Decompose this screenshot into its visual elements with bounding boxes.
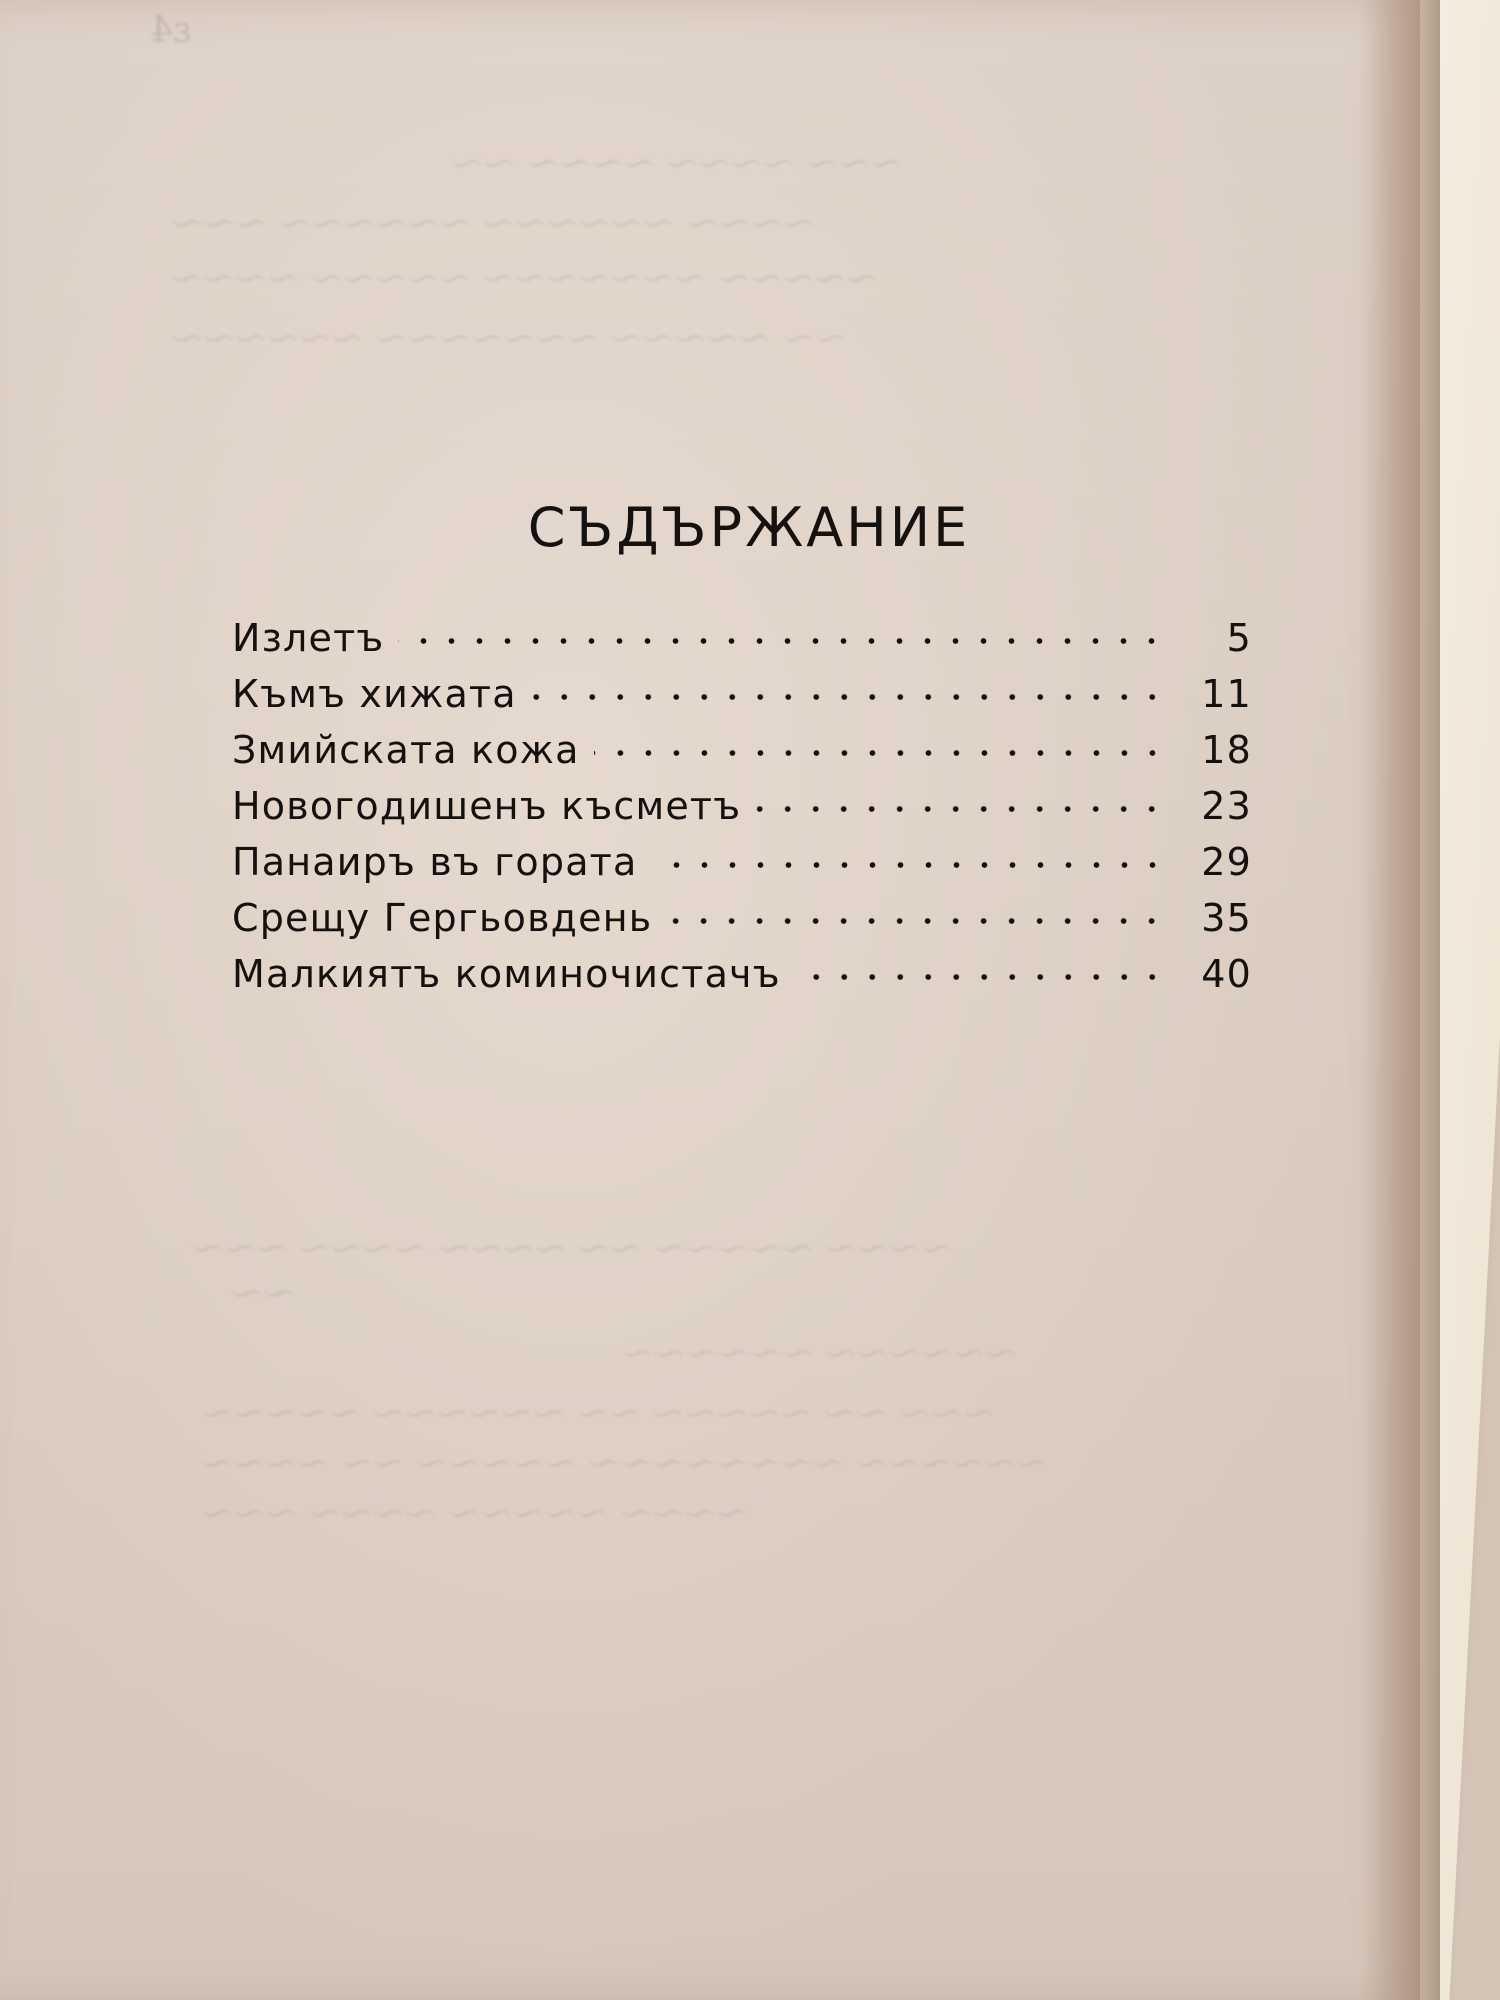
toc-entry-title: Панаиръ въ гората — [232, 840, 638, 884]
toc-entry-page: 5 — [1226, 616, 1252, 660]
bleed-through-text: ～～～～ ～～～～～ ～～～～ ～～～ — [200, 1498, 747, 1533]
toc-entry — [232, 669, 1252, 725]
toc-entry — [232, 781, 1252, 837]
dot-leader — [795, 949, 1166, 987]
bleed-through-text: ～～ — [230, 1278, 294, 1313]
toc-entry-page: 40 — [1201, 952, 1252, 996]
dot-leader — [531, 669, 1166, 707]
bleed-through-text: ～～～～～ ～～～～～～～ ～～～～～ ～～～～ — [170, 263, 877, 298]
bleed-through-text: ～～～ ～～ ～～～～～ ～～ ～～～～～～ ～～～～～ — [200, 1398, 994, 1433]
dot-leader — [652, 837, 1166, 875]
toc-entry-page: 23 — [1201, 784, 1252, 828]
toc-entry — [232, 613, 1252, 669]
toc-entry — [232, 837, 1252, 893]
dot-leader — [398, 613, 1166, 651]
dot-leader — [666, 893, 1166, 931]
bleed-through-text: ～～～～～～ ～～～～～～～～ ～～～～～ ～～ ～～～～ — [200, 1448, 1047, 1483]
toc-entry-title: Къмъ хижата — [232, 672, 517, 716]
toc-entry — [232, 893, 1252, 949]
table-of-contents — [232, 496, 1252, 1005]
toc-title: СЪДЪРЖАНИЕ — [527, 496, 971, 559]
toc-entry-page: 11 — [1201, 672, 1252, 716]
dot-leader — [594, 725, 1166, 763]
toc-entry — [232, 725, 1252, 781]
bleed-through-text: ～～～～ ～～～～～ ～～ ～～～～ ～～～～ ～～～ — [190, 1233, 952, 1268]
toc-entry-page: 35 — [1201, 896, 1252, 940]
toc-entry-title: Малкиятъ коминочистачъ — [232, 952, 781, 996]
bleed-through-page-number: ε4 — [150, 10, 192, 51]
bleed-through-text: ～～～～ ～～～～～～ ～～～～～～ ～～～ — [170, 208, 813, 243]
bleed-through-text: ～～ ～～～～～ ～～～～～～～ ～～～～～～ — [170, 323, 845, 358]
dot-leader — [755, 781, 1166, 819]
toc-entry-page: 29 — [1201, 840, 1252, 884]
toc-entry — [232, 949, 1252, 1005]
toc-entry-title: Змийската кожа — [232, 728, 580, 772]
bleed-through-text: ～～～～～～ ～～～～～～ — [620, 1338, 1016, 1373]
toc-entry-title: Срещу Гергьовдень — [232, 896, 653, 940]
toc-entry-page: 18 — [1201, 728, 1252, 772]
bleed-through-text: ～～～ ～～～～ ～～～～ ～～ — [450, 148, 901, 183]
toc-entry-title: Новогодишенъ късметъ — [232, 784, 742, 828]
page-gutter-shadow — [1360, 0, 1440, 2000]
toc-entry-title: Излетъ — [232, 616, 385, 660]
